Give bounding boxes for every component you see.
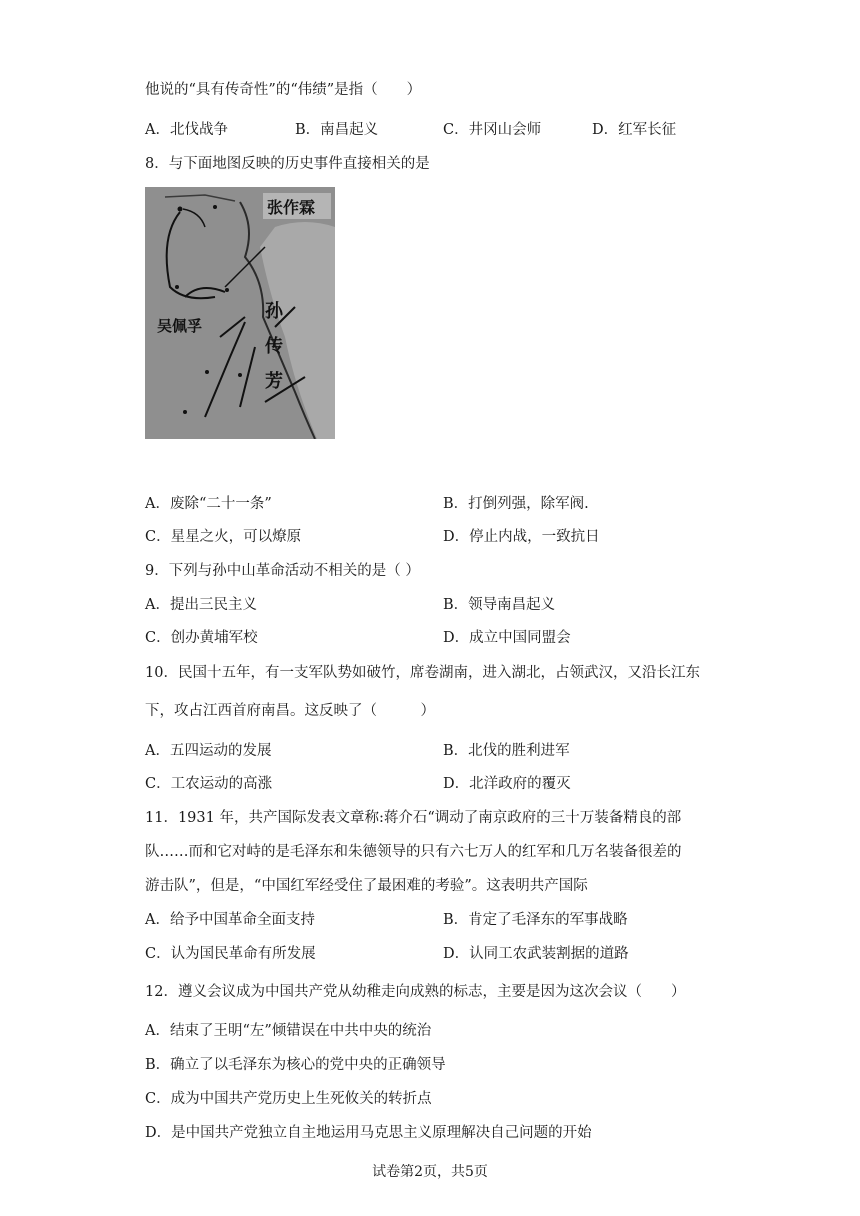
q9-stem: 9．下列与孙中山革命活动不相关的是（ ）	[145, 563, 420, 579]
q9-option-c: C．创办黄埔军校	[145, 630, 258, 646]
q8-option-a: A．废除“二十一条”	[145, 496, 272, 512]
q10-option-d: D．北洋政府的覆灭	[443, 776, 571, 792]
map-label-chuan: 传	[265, 336, 283, 357]
map-label-zhang-zuolin: 张作霖	[267, 198, 316, 217]
q11-option-d: D．认同工农武装割据的道路	[443, 946, 629, 962]
q9-option-d: D．成立中国同盟会	[443, 630, 571, 646]
q12-option-c: C．成为中国共产党历史上生死攸关的转折点	[145, 1091, 432, 1107]
page-footer: 试卷第2页，共5页	[372, 1164, 488, 1180]
q12-stem: 12．遵义会议成为中国共产党从幼稚走向成熟的标志，主要是因为这次会议（ ）	[145, 984, 686, 1000]
q8-option-c: C．星星之火，可以燎原	[145, 529, 302, 545]
historical-map-image	[145, 187, 335, 439]
q12-option-a: A．结束了王明“左”倾错误在中共中央的统治	[145, 1023, 432, 1039]
q11-option-a: A．给予中国革命全面支持	[145, 912, 315, 928]
q8-option-b: B．打倒列强，除军阀.	[443, 496, 589, 512]
q7-option-d: D．红军长征	[592, 122, 677, 138]
q10-option-b: B．北伐的胜利进军	[443, 743, 570, 759]
q11-stem-line-3: 游击队”，但是，“中国红军经受住了最困难的考验”。这表明共产国际	[145, 878, 588, 894]
q11-stem-line-2: 队……而和它对峙的是毛泽东和朱德领导的只有六七万人的红军和几万名装备很差的	[145, 844, 682, 860]
q7-option-c: C．井冈山会师	[443, 122, 542, 138]
q10-stem-line-1: 10．民国十五年，有一支军队势如破竹，席卷湖南，进入湖北，占领武汉，又沿长江东	[145, 665, 700, 681]
q10-stem-line-2: 下，攻占江西首府南昌。这反映了（ ）	[145, 703, 435, 719]
q7-option-a: A．北伐战争	[145, 122, 228, 138]
q11-option-b: B．肯定了毛泽东的军事战略	[443, 912, 628, 928]
q9-option-b: B．领导南昌起义	[443, 597, 556, 613]
q10-option-c: C．工农运动的高涨	[145, 776, 273, 792]
map-label-wu-peifu: 吴佩孚	[157, 317, 203, 335]
q12-option-d: D．是中国共产党独立自主地运用马克思主义原理解决自己问题的开始	[145, 1125, 592, 1141]
q12-option-b: B．确立了以毛泽东为核心的党中央的正确领导	[145, 1057, 446, 1073]
q11-stem-line-1: 11．1931 年，共产国际发表文章称:蒋介石“调动了南京政府的三十万装备精良的部	[145, 810, 682, 826]
q7-option-b: B．南昌起义	[295, 122, 379, 138]
q8-option-d: D．停止内战，一致抗日	[443, 529, 600, 545]
q11-option-c: C．认为国民革命有所发展	[145, 946, 316, 962]
q9-option-a: A．提出三民主义	[145, 597, 257, 613]
q8-stem: 8．与下面地图反映的历史事件直接相关的是	[145, 156, 430, 172]
map-label-sun: 孙	[265, 301, 283, 322]
map-label-fang: 芳	[265, 371, 283, 392]
q10-option-a: A．五四运动的发展	[145, 743, 272, 759]
q7-stem: 他说的“具有传奇性”的“伟绩”是指（ ）	[145, 82, 422, 98]
